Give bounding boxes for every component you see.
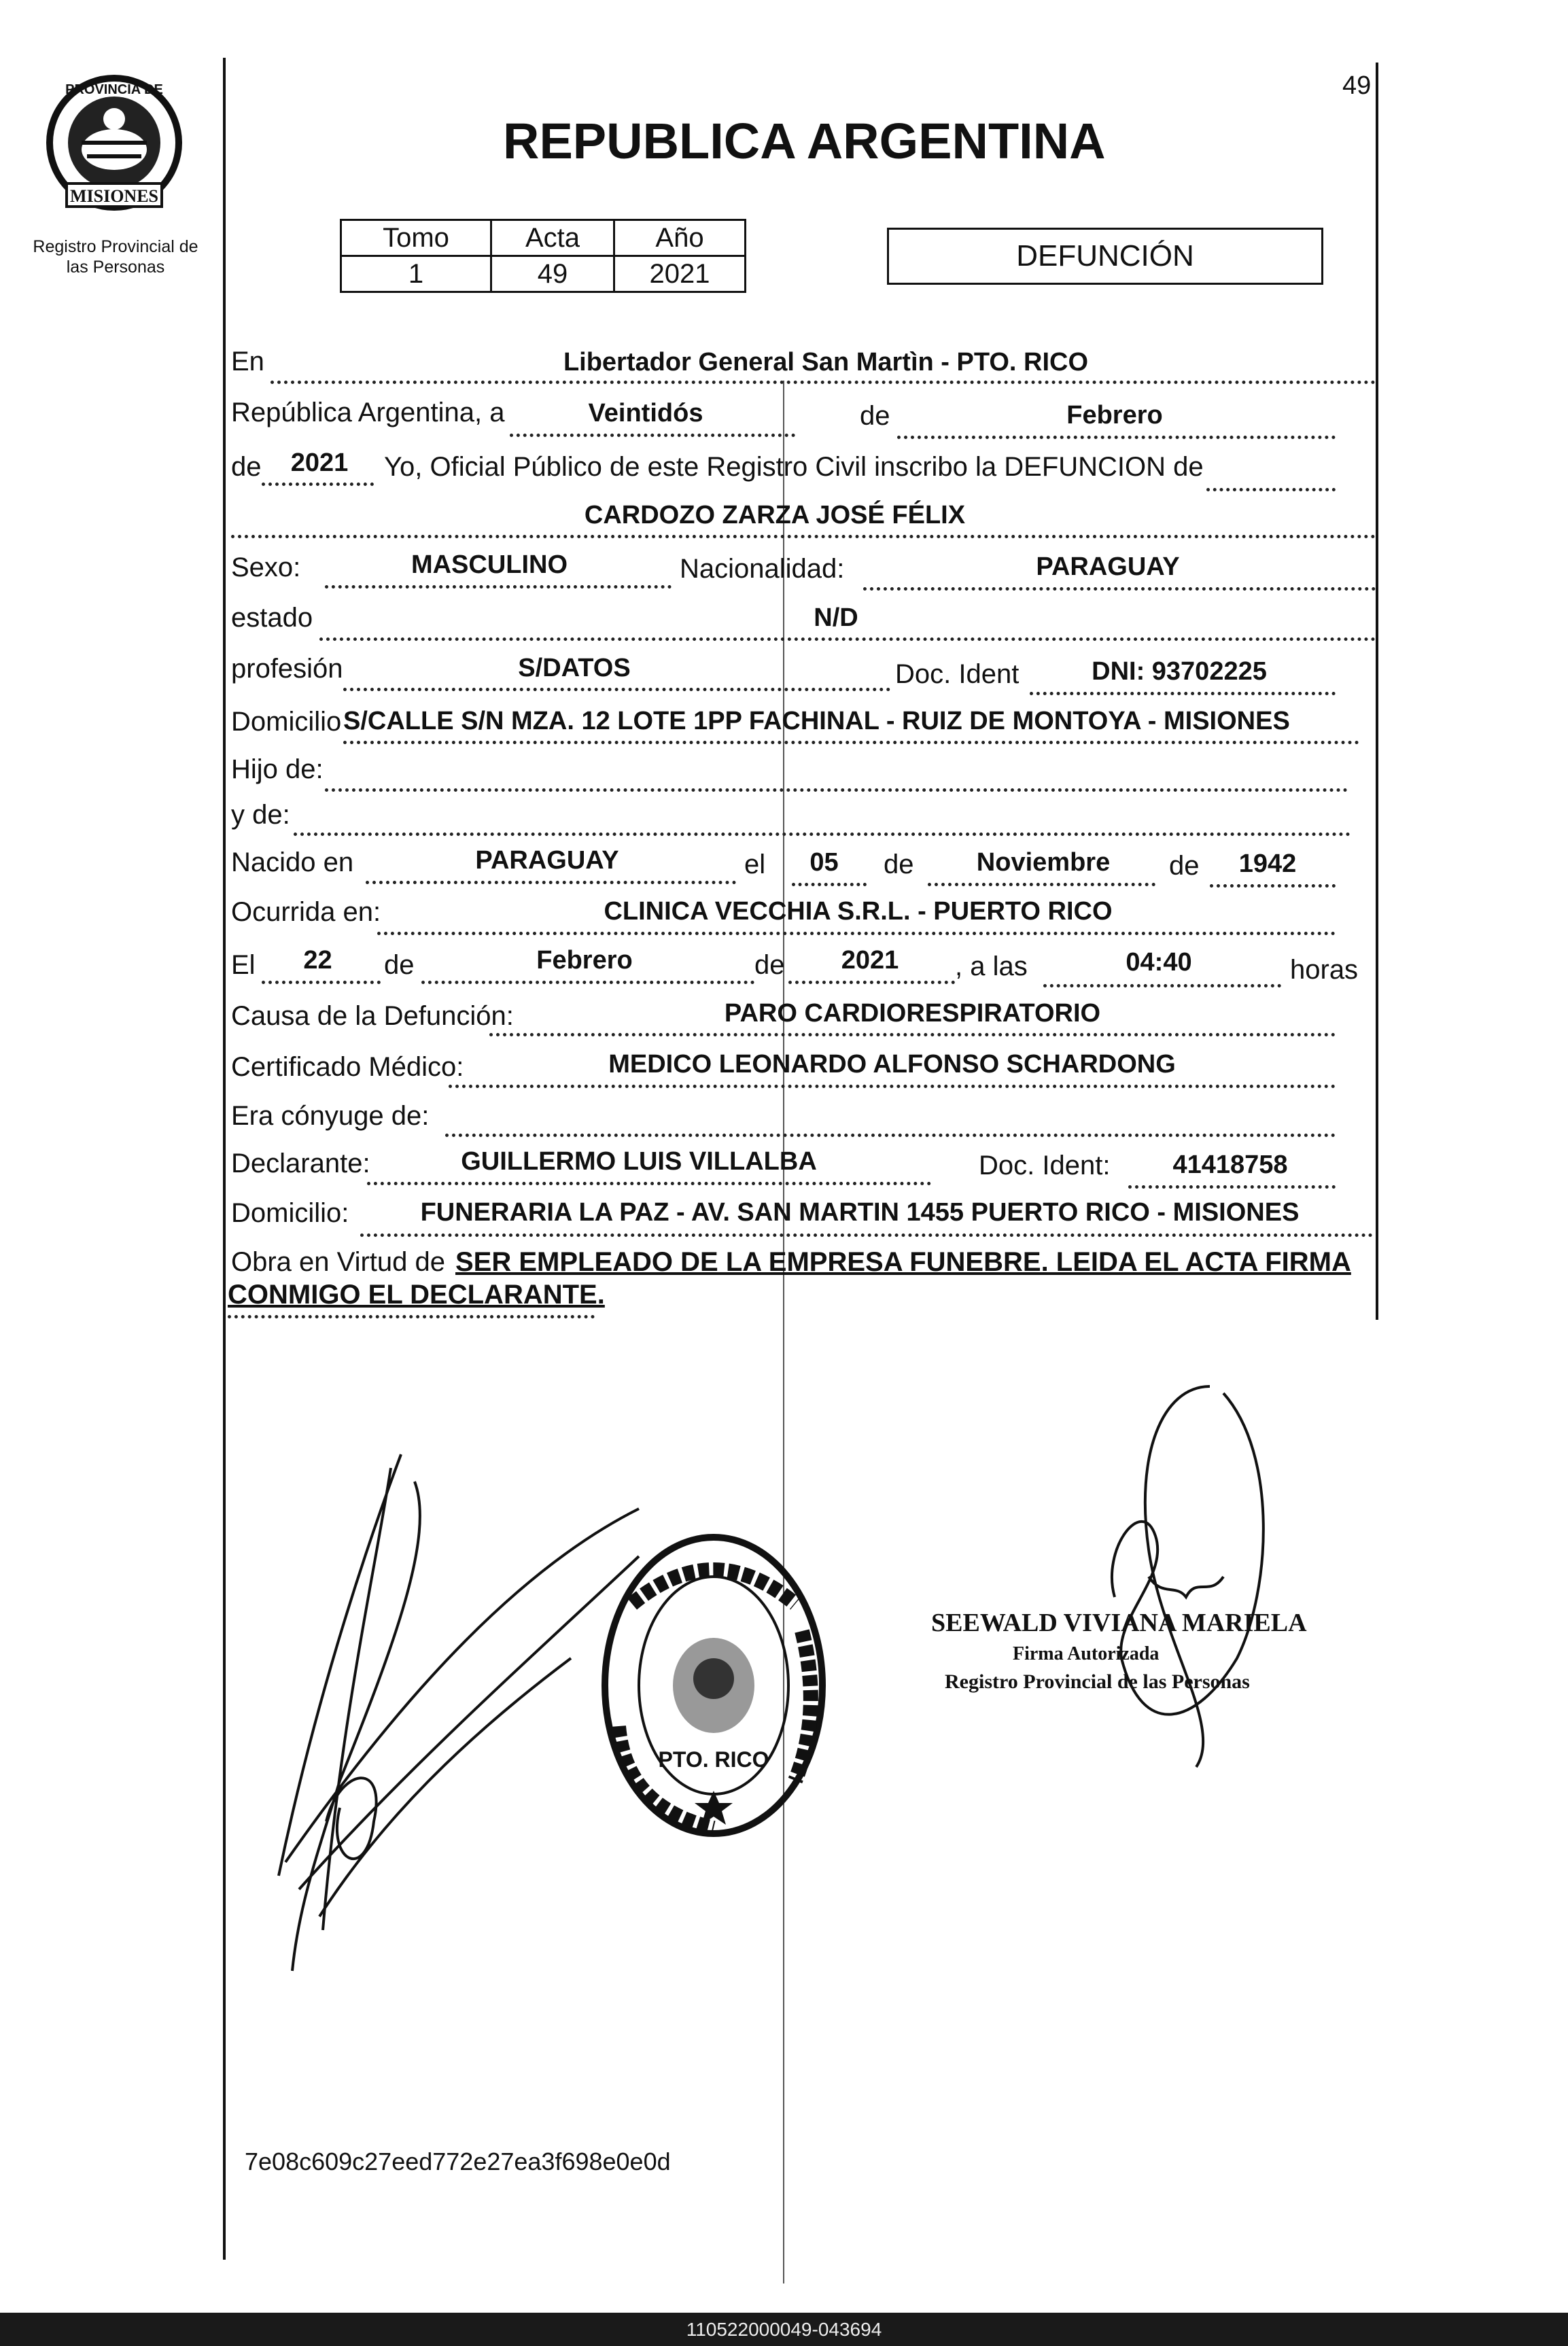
- year-value: 2021: [290, 449, 349, 477]
- country-title: REPUBLICA ARGENTINA: [503, 113, 1106, 169]
- obra-value-2: CONMIGO EL DECLARANTE.: [228, 1280, 605, 1310]
- death-time-underline: [1043, 984, 1281, 987]
- officer-signature: [1060, 1373, 1278, 1781]
- decl-doc-label: Doc. Ident:: [979, 1151, 1111, 1180]
- anio-header: Año: [614, 220, 746, 256]
- nacionalidad-underline: [863, 587, 1376, 591]
- birth-month-underline: [928, 883, 1155, 886]
- oficial-underline: [1206, 488, 1336, 491]
- right-margin-line: [1376, 63, 1378, 1320]
- acta-value: 49: [491, 256, 614, 292]
- decl-doc-value: 41418758: [1172, 1151, 1288, 1179]
- nacido-label: Nacido en: [231, 847, 354, 877]
- estado-value: N/D: [814, 603, 858, 632]
- domicilio-underline: [343, 741, 1359, 744]
- doc-ident-value: DNI: 93702225: [1092, 657, 1267, 686]
- nacido-value: PARAGUAY: [475, 846, 619, 875]
- de-label-6: de: [754, 950, 785, 980]
- nacionalidad-label: Nacionalidad:: [680, 554, 845, 584]
- registry-line1: Registro Provincial de: [33, 237, 198, 256]
- document-hash: 7e08c609c27eed772e27ea3f698e0e0d: [245, 2148, 671, 2175]
- causa-value: PARO CARDIORESPIRATORIO: [724, 999, 1101, 1028]
- ocurrida-underline: [377, 932, 1336, 935]
- day-underline: [510, 434, 795, 437]
- footer-code: 110522000049-043694: [686, 2319, 882, 2340]
- month-underline: [897, 436, 1336, 439]
- official-stamp: [591, 1522, 836, 1849]
- birth-day-underline: [792, 883, 867, 886]
- estado-label: estado: [231, 603, 313, 633]
- decl-dom-value: FUNERARIA LA PAZ - AV. SAN MARTIN 1455 PUERTO RICO - MISIONES: [420, 1198, 1300, 1227]
- nacionalidad-value: PARAGUAY: [1036, 553, 1180, 581]
- estado-underline: [319, 637, 1376, 641]
- anio-value: 2021: [614, 256, 746, 292]
- death-day: 22: [303, 946, 332, 975]
- birth-day: 05: [809, 848, 839, 877]
- sexo-value: MASCULINO: [411, 550, 568, 579]
- certificado-label: Certificado Médico:: [231, 1052, 464, 1082]
- doc-type-box: [887, 228, 1323, 285]
- page-number: 49: [1342, 71, 1372, 100]
- death-month: Febrero: [536, 946, 633, 975]
- domicilio-value: S/CALLE S/N MZA. 12 LOTE 1PP FACHINAL - RUIZ DE MONTOYA - MISIONES: [343, 707, 1290, 735]
- conyuge-label: Era cónyuge de:: [231, 1101, 430, 1131]
- el-label: el: [744, 850, 766, 879]
- yde-label: y de:: [231, 800, 290, 830]
- month-value: Febrero: [1066, 401, 1163, 430]
- profesion-underline: [343, 688, 890, 691]
- left-margin-line: [223, 58, 226, 2260]
- officer-name: SEEWALD VIVIANA MARIELA: [931, 1609, 1307, 1637]
- horas-label: horas: [1290, 955, 1359, 985]
- decl-dom-label: Domicilio:: [231, 1198, 349, 1228]
- officer-org: Registro Provincial de las Personas: [945, 1670, 1250, 1693]
- misiones-logo: [39, 68, 189, 217]
- certificado-value: MEDICO LEONARDO ALFONSO SCHARDONG: [608, 1050, 1176, 1079]
- registry-name: [14, 237, 217, 277]
- en-value: Libertador General San Martìn - PTO. RICO: [563, 348, 1089, 377]
- doc-type: DEFUNCIÓN: [1016, 239, 1194, 273]
- year-underline: [262, 483, 374, 486]
- birth-year-underline: [1210, 884, 1336, 888]
- sexo-underline: [325, 585, 672, 589]
- declarante-label: Declarante:: [231, 1149, 370, 1178]
- death-year-underline: [788, 981, 955, 984]
- ocurrida-label: Ocurrida en:: [231, 897, 381, 927]
- hijo-label: Hijo de:: [231, 754, 324, 784]
- birth-month: Noviembre: [976, 848, 1111, 877]
- obra-value-1: SER EMPLEADO DE LA EMPRESA FUNEBRE. LEIDA EL ACTA FIRMA: [455, 1247, 1351, 1277]
- death-time: 04:40: [1126, 948, 1192, 977]
- register-table: [340, 219, 746, 293]
- en-label: En: [231, 347, 264, 377]
- svg-text:MISIONES: MISIONES: [69, 186, 159, 206]
- death-month-underline: [421, 981, 754, 984]
- death-year: 2021: [841, 946, 899, 975]
- acta-header: Acta: [491, 220, 614, 256]
- causa-label: Causa de la Defunción:: [231, 1001, 514, 1031]
- sexo-label: Sexo:: [231, 553, 301, 582]
- tomo-value: 1: [341, 256, 491, 292]
- domicilio-label: Domicilio: [231, 707, 342, 737]
- name-underline: [231, 535, 1376, 538]
- certificado-underline: [449, 1085, 1336, 1088]
- nacido-underline: [366, 881, 736, 884]
- en-underline: [271, 381, 1376, 384]
- doc-ident-label: Doc. Ident: [895, 659, 1020, 689]
- el2-label: El: [231, 950, 256, 980]
- ocurrida-value: CLINICA VECCHIA S.R.L. - PUERTO RICO: [604, 897, 1113, 926]
- decl-doc-underline: [1128, 1185, 1336, 1189]
- de-label-5: de: [384, 950, 415, 980]
- footer-bar: [0, 2313, 1568, 2346]
- de-label-2: de: [231, 452, 262, 482]
- republica-label: República Argentina, a: [231, 398, 505, 427]
- birth-year: 1942: [1238, 850, 1297, 878]
- oficial-text: Yo, Oficial Público de este Registro Civil inscribo la DEFUNCION de: [384, 452, 1204, 482]
- yde-underline: [294, 833, 1351, 836]
- declarante-underline: [367, 1182, 931, 1185]
- a-las-label: , a las: [955, 951, 1028, 981]
- de-label-1: de: [860, 401, 890, 431]
- declarante-value: GUILLERMO LUIS VILLALBA: [461, 1147, 817, 1176]
- svg-text:PROVINCIA DE: PROVINCIA DE: [65, 82, 163, 97]
- de-label-4: de: [1169, 851, 1200, 881]
- obra-underline: [228, 1315, 595, 1318]
- tomo-header: Tomo: [341, 220, 491, 256]
- hijo-underline: [325, 788, 1348, 792]
- registry-line2: las Personas: [66, 258, 165, 277]
- de-label-3: de: [884, 850, 914, 879]
- svg-text:PTO. RICO: PTO. RICO: [658, 1747, 769, 1772]
- obra-label: Obra en Virtud de: [231, 1247, 446, 1277]
- profesion-label: profesión: [231, 654, 343, 684]
- decl-dom-underline: [360, 1233, 1373, 1237]
- doc-ident-underline: [1030, 692, 1336, 695]
- causa-underline: [489, 1033, 1336, 1036]
- conyuge-underline: [445, 1134, 1336, 1137]
- deceased-name: CARDOZO ZARZA JOSÉ FÉLIX: [584, 501, 966, 529]
- day-value: Veintidós: [588, 399, 703, 427]
- profesion-value: S/DATOS: [518, 654, 631, 682]
- death-day-underline: [262, 981, 381, 984]
- officer-role: Firma Autorizada: [1013, 1643, 1160, 1664]
